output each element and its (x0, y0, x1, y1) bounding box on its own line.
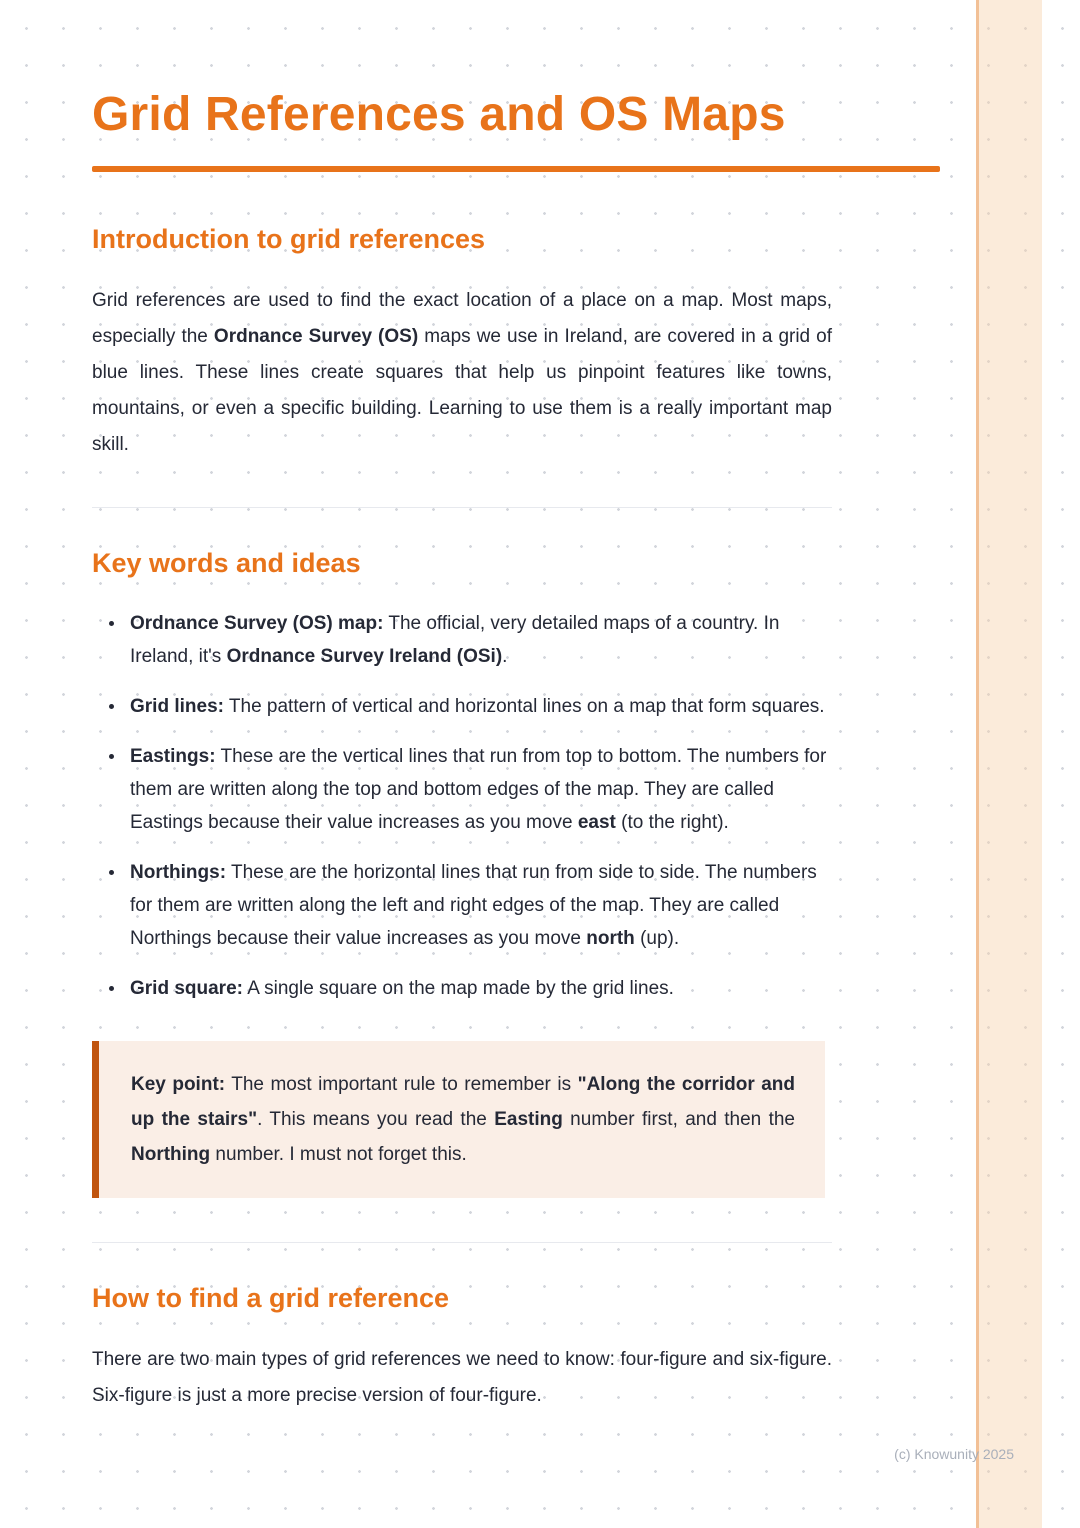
section-introduction (92, 224, 832, 463)
list-item-northings: • Northings: These are the horizontal lines that run from side to side. The numbers for them are written along the left and right edges of the map. They are called Northings because their value increases as you move north (up). (126, 856, 832, 955)
list-item-grid-lines: • Grid lines: The pattern of vertical and horizontal lines on a map that form squares. (126, 690, 832, 723)
right-margin-band (976, 0, 1042, 1528)
section-howto (92, 1283, 832, 1414)
section-heading-howto: How to find a grid reference (92, 1282, 450, 1313)
intro-paragraph: Grid references are used to find the exact location of a place on a map. Most maps, especially the Ordnance Survey (OS) maps we use in Ireland, are covered in a grid of blue lines. These lines create squares that help us pinpoint features like towns, mountains, or even a specific building. Learning to use them is a really important map skill. (92, 289, 833, 455)
list-item-os-map: • Ordnance Survey (OS) map: The official, very detailed maps of a country. In Ireland, it's Ordnance Survey Ireland (OSi). (126, 607, 832, 673)
title-underline (92, 166, 940, 172)
copyright-footer: (c) Knowunity 2025 (894, 1446, 1014, 1462)
keyword-list (92, 607, 832, 1005)
section-divider (92, 1242, 832, 1243)
section-divider (92, 507, 832, 508)
key-point-text: Key point: The most important rule to remember is "Along the corridor and up the stairs". This means you read the Easting number first, and then the Northing number. I must not forget this. (131, 1073, 796, 1165)
key-point-callout (92, 1041, 825, 1198)
section-keywords (92, 548, 832, 1198)
page-title: Grid References and OS Maps (92, 88, 786, 141)
section-heading-keywords: Key words and ideas (92, 547, 361, 578)
list-item-grid-square: • Grid square: A single square on the map made by the grid lines. (126, 972, 832, 1005)
list-item-eastings: • Eastings: These are the vertical lines that run from top to bottom. The numbers for them are written along the top and bottom edges of the map. They are called Eastings because their value increases as you move east (to the right). (126, 740, 832, 839)
howto-paragraph: There are two main types of grid references we need to know: four-figure and six-figure. Six-figure is just a more precise version of four-figure. (92, 1348, 832, 1406)
section-heading-introduction: Introduction to grid references (92, 223, 486, 254)
